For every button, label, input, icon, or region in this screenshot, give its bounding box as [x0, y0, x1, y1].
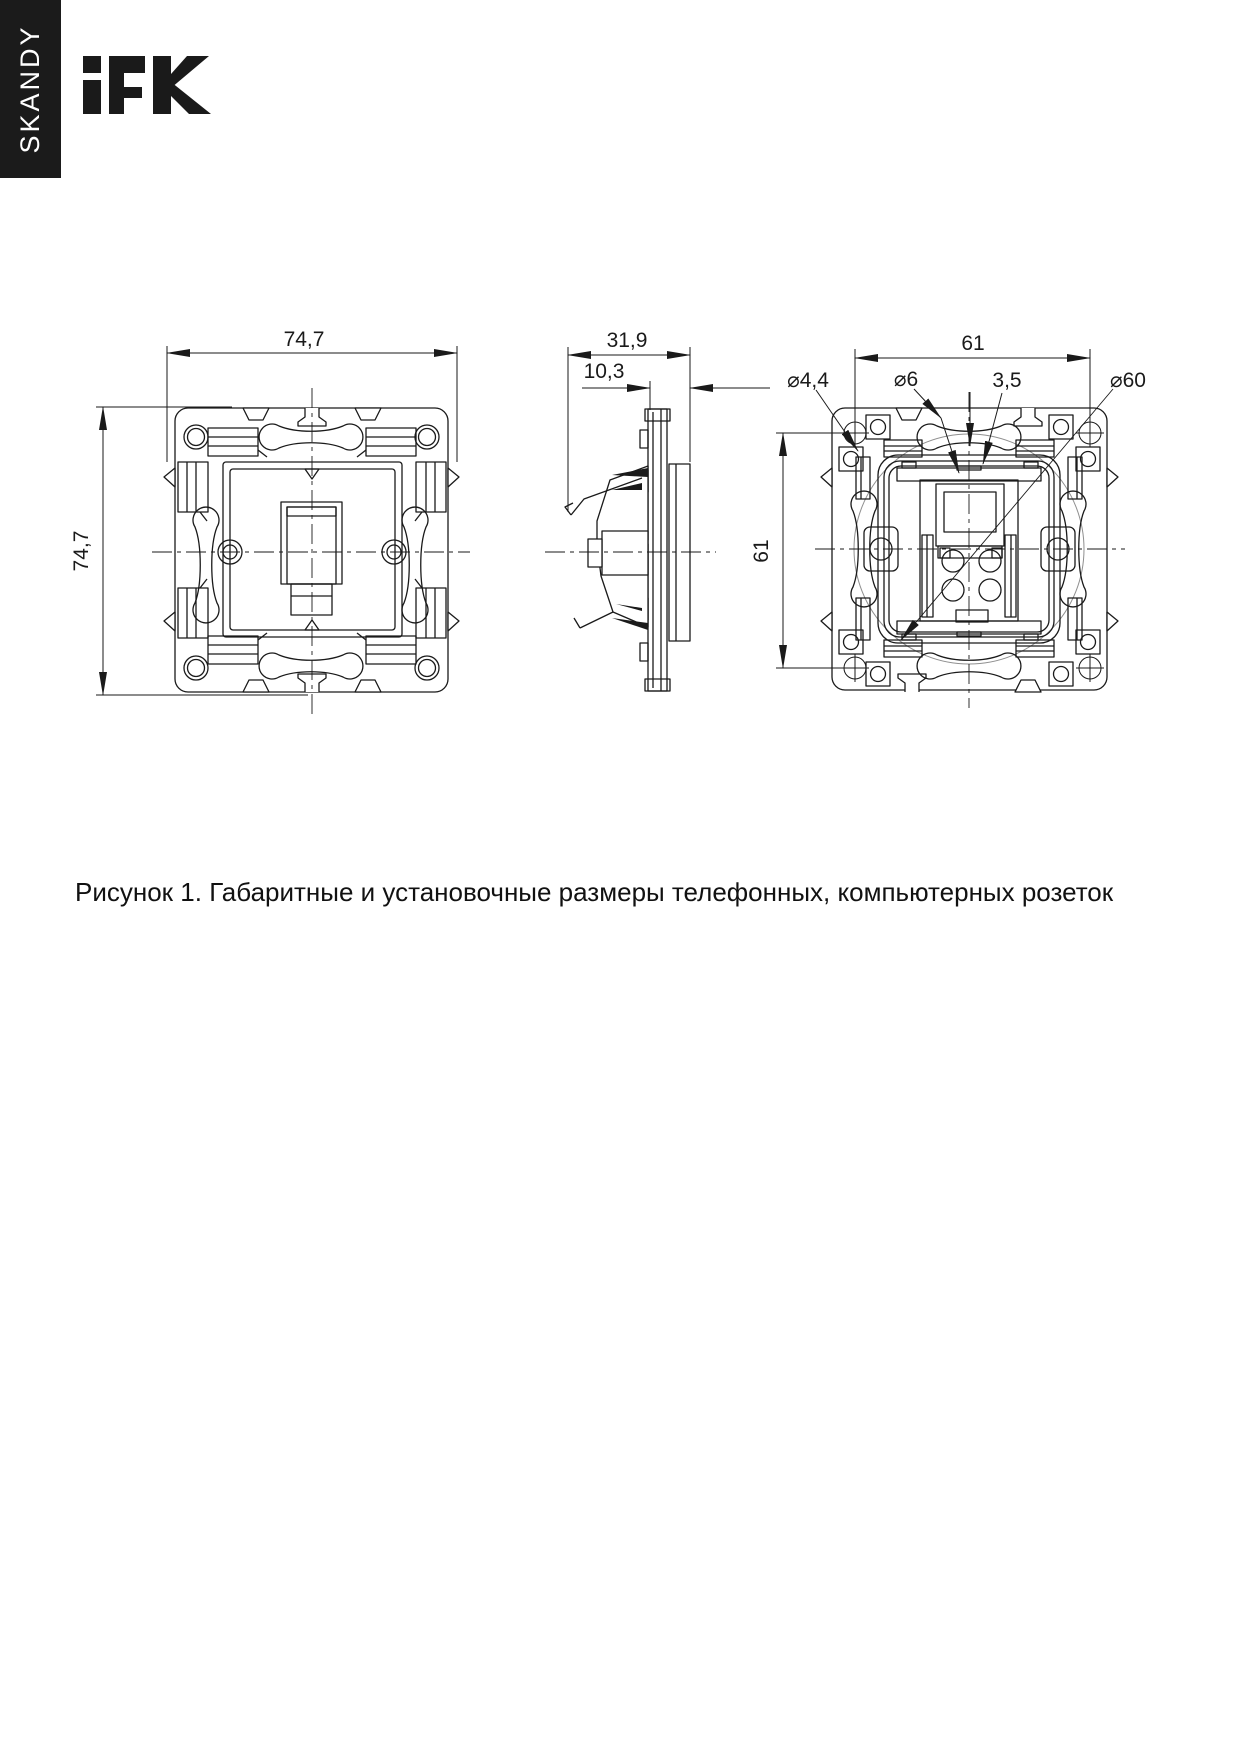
front-dimensions	[96, 346, 457, 695]
front-outer-frame	[175, 408, 448, 692]
side-keystone-module	[588, 466, 648, 627]
back-claw-gap-label: 3,5	[992, 369, 1022, 392]
back-width-dim-label: 61	[961, 332, 985, 355]
series-banner-label: SKANDY	[15, 24, 45, 154]
back-frame-notches	[821, 408, 1118, 692]
side-view-drawing	[545, 329, 770, 691]
figure-caption: Рисунок 1. Габаритные и установочные размеры телефонных, компьютерных розеток	[75, 877, 1114, 907]
front-width-dim-label: 74,7	[283, 328, 325, 351]
side-depth-dim-label: 31,9	[606, 329, 648, 352]
back-box-dia-label: ⌀60	[1109, 369, 1147, 392]
front-view-drawing	[70, 328, 470, 714]
front-height-dim-label: 74,7	[70, 530, 93, 572]
back-screw-dia-label: ⌀4,4	[787, 369, 829, 392]
back-claw-screw-dia-label: ⌀6	[893, 368, 919, 391]
side-front-depth-dim-label: 10,3	[583, 360, 625, 383]
front-center-opening	[223, 462, 402, 637]
front-rj45-jack	[281, 502, 342, 615]
back-view-drawing	[750, 332, 1146, 708]
back-height-dim-label: 61	[750, 539, 773, 563]
side-wall-plate	[669, 464, 690, 641]
